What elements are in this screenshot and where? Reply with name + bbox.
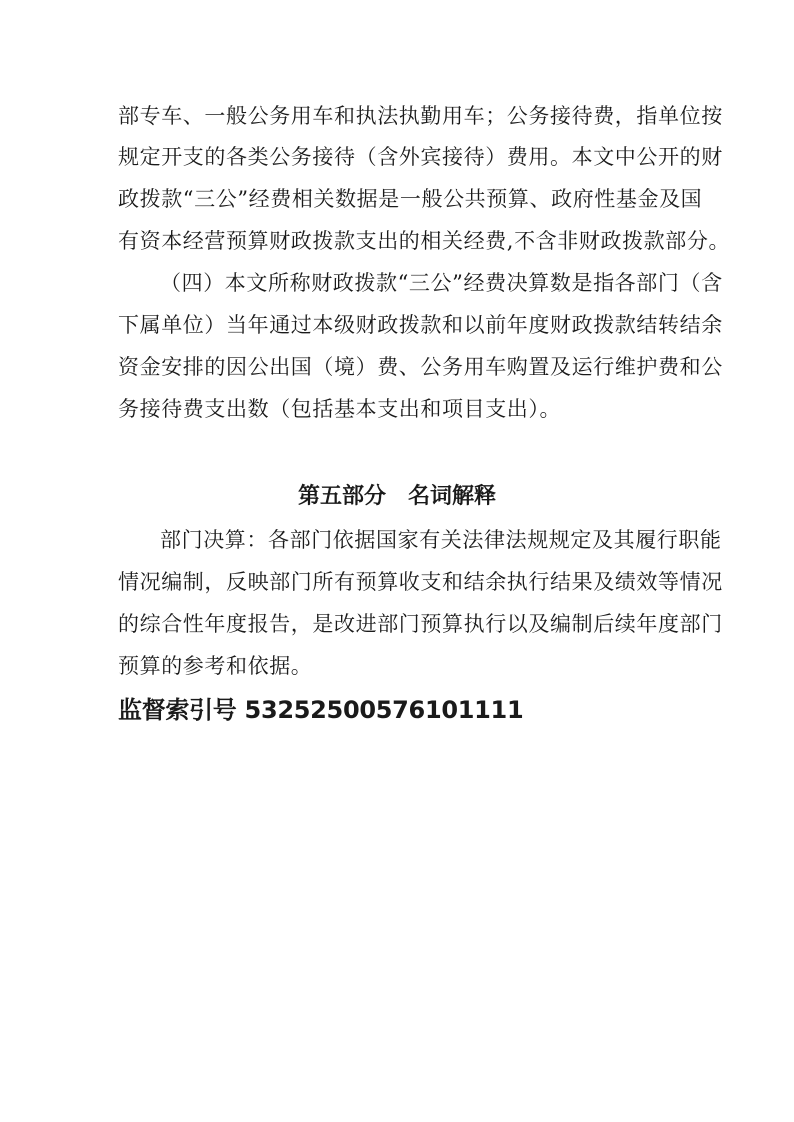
- body-line: 预算的参考和依据。: [118, 654, 313, 678]
- body-line: 部专车、一般公务用车和执法执勤用车；公务接待费，指单位按: [118, 104, 723, 128]
- body-line: 部门决算：各部门依据国家有关法律法规规定及其履行职能: [160, 528, 722, 552]
- body-line: 政拨款“三公”经费相关数据是一般公共预算、政府性基金及国: [118, 187, 703, 211]
- body-line: 有资本经营预算财政拨款支出的相关经费,不含非财政拨款部分。: [118, 229, 731, 253]
- body-line: 务接待费支出数（包括基本支出和项目支出）。: [118, 397, 562, 421]
- section-heading: 第五部分 名词解释: [297, 484, 496, 509]
- index-number: 监督索引号 53252500576101111: [118, 696, 524, 724]
- body-line: 情况编制，反映部门所有预算收支和结余执行结果及绩效等情况: [118, 570, 723, 594]
- body-line: 的综合性年度报告，是改进部门预算执行以及编制后续年度部门: [118, 612, 723, 636]
- body-line: 下属单位）当年通过本级财政拨款和以前年度财政拨款结转结余: [118, 313, 723, 337]
- body-line: 资金安排的因公出国（境）费、公务用车购置及运行维护费和公: [118, 355, 723, 379]
- body-line: 规定开支的各类公务接待（含外宾接待）费用。本文中公开的财: [118, 145, 723, 169]
- body-line: （四）本文所称财政拨款“三公”经费决算数是指各部门（含: [160, 271, 723, 295]
